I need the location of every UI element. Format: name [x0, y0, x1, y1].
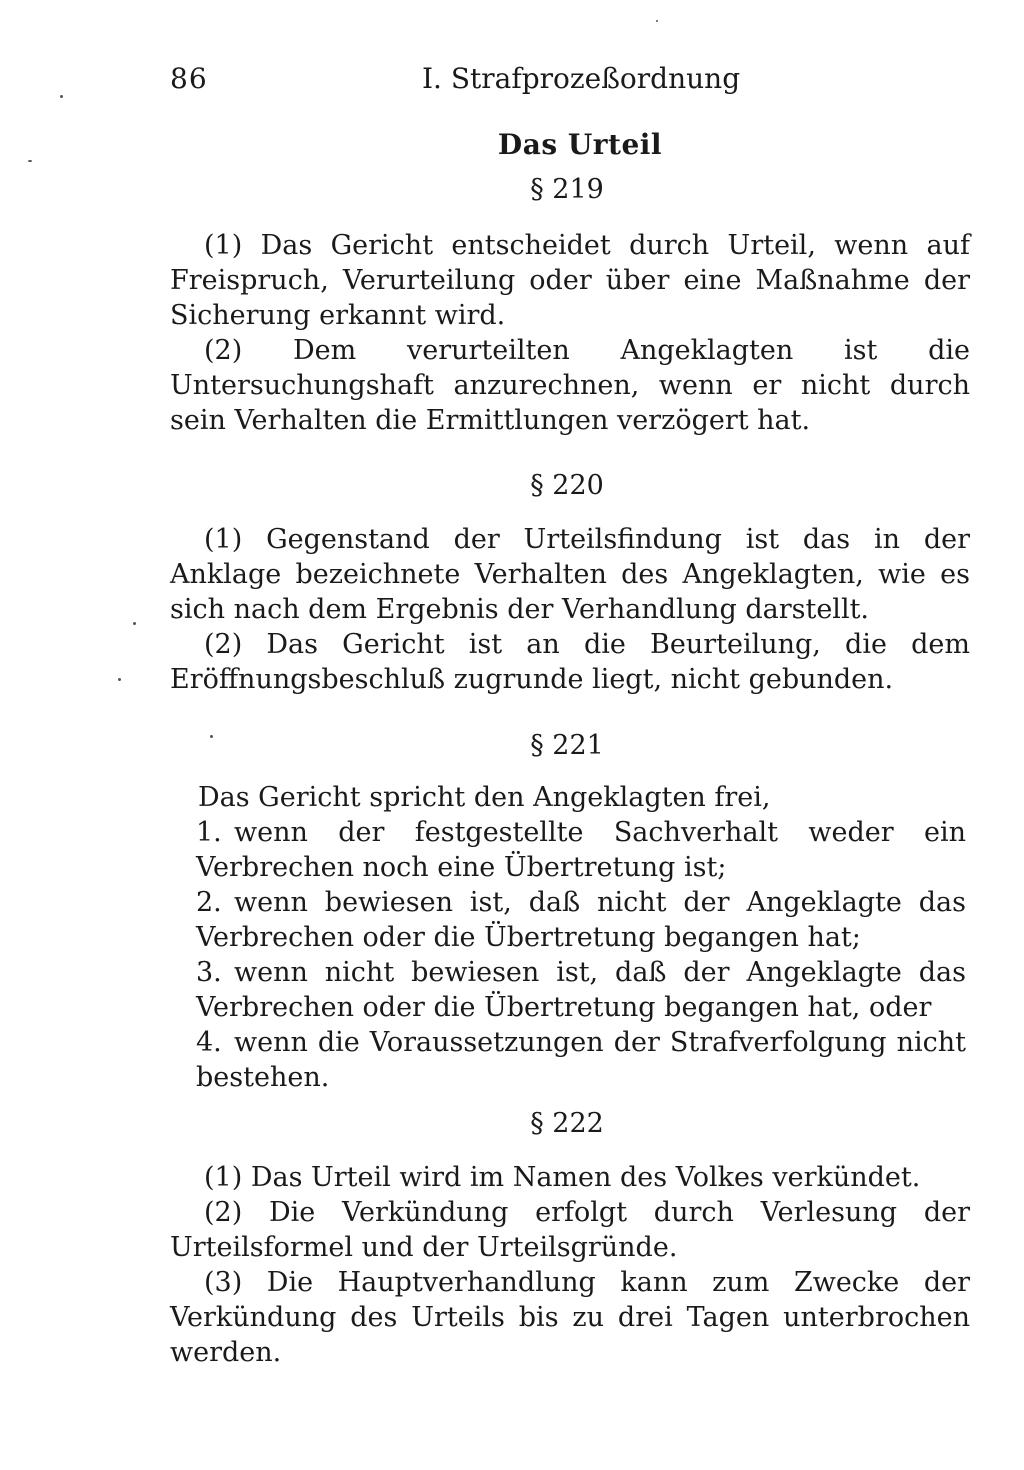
section-221-intro: Das Gericht spricht den Angeklagten frei,	[198, 782, 771, 813]
paragraph-220-1: (1) Gegenstand der Urteilsfindung ist das in der Anklage bezeichnete Verhalten des Angeklagten, wie es sich nach dem Ergebnis der Verhandlung darstellt.	[170, 524, 970, 625]
paragraph-222-2: (2) Die Verkündung erfolgt durch Verlesung der Urteilsformel und der Urteilsgründe.	[170, 1197, 970, 1263]
paragraph-222-3: (3) Die Hauptverhandlung kann zum Zwecke der Verkündung des Urteils bis zu drei Tagen unterbrochen werden.	[170, 1267, 970, 1368]
paragraph-219-2: (2) Dem verurteilten Angeklagten ist die Untersuchungshaft anzurechnen, wenn er nicht durch sein Verhalten die Ermittlungen verzögert hat.	[170, 335, 970, 436]
list-item-number: 1.	[196, 817, 222, 848]
chapter-title: Das Urteil	[497, 128, 663, 161]
paragraph-219-1: (1) Das Gericht entscheidet durch Urteil, wenn auf Freispruch, Verurteilung oder über eine Maßnahme der Sicherung erkannt wird.	[170, 230, 970, 331]
list-item-2	[196, 885, 966, 955]
page-header	[170, 62, 770, 106]
scan-speck	[210, 735, 213, 738]
list-item-4	[196, 1025, 966, 1095]
paragraph-220-2: (2) Das Gericht ist an die Beurteilung, die dem Eröffnungsbeschluß zugrunde liegt, nicht gebunden.	[170, 629, 970, 695]
list-item-number: 3.	[196, 957, 222, 988]
scan-speck	[656, 20, 658, 22]
list-item-number: 4.	[196, 1027, 222, 1058]
paragraph-222-1: (1) Das Urteil wird im Namen des Volkes verkündet.	[204, 1162, 921, 1193]
list-item-text: wenn der festgestellte Sachverhalt weder ein Verbrechen noch eine Übertretung ist;	[196, 817, 966, 883]
list-item-3	[196, 955, 966, 1025]
list-item-text: wenn bewiesen ist, daß nicht der Angeklagte das Verbrechen oder die Übertretung begangen hat;	[196, 887, 966, 953]
list-item-text: wenn die Voraussetzungen der Strafverfolgung nicht bestehen.	[196, 1027, 966, 1093]
section-heading-220: § 220	[530, 470, 604, 501]
scan-speck	[28, 160, 32, 162]
scan-speck	[60, 95, 63, 98]
section-heading-219: § 219	[530, 174, 604, 205]
page-number: 86	[170, 62, 208, 95]
running-title: I. Strafprozeßordnung	[422, 62, 741, 95]
scan-speck	[118, 678, 121, 681]
section-heading-222: § 222	[530, 1108, 604, 1139]
list-item-number: 2.	[196, 887, 222, 918]
section-heading-221: § 221	[530, 730, 604, 761]
list-item-text: wenn nicht bewiesen ist, daß der Angeklagte das Verbrechen oder die Übertretung begangen hat, oder	[196, 957, 966, 1023]
scan-speck	[133, 622, 136, 625]
list-item-1	[196, 815, 966, 885]
